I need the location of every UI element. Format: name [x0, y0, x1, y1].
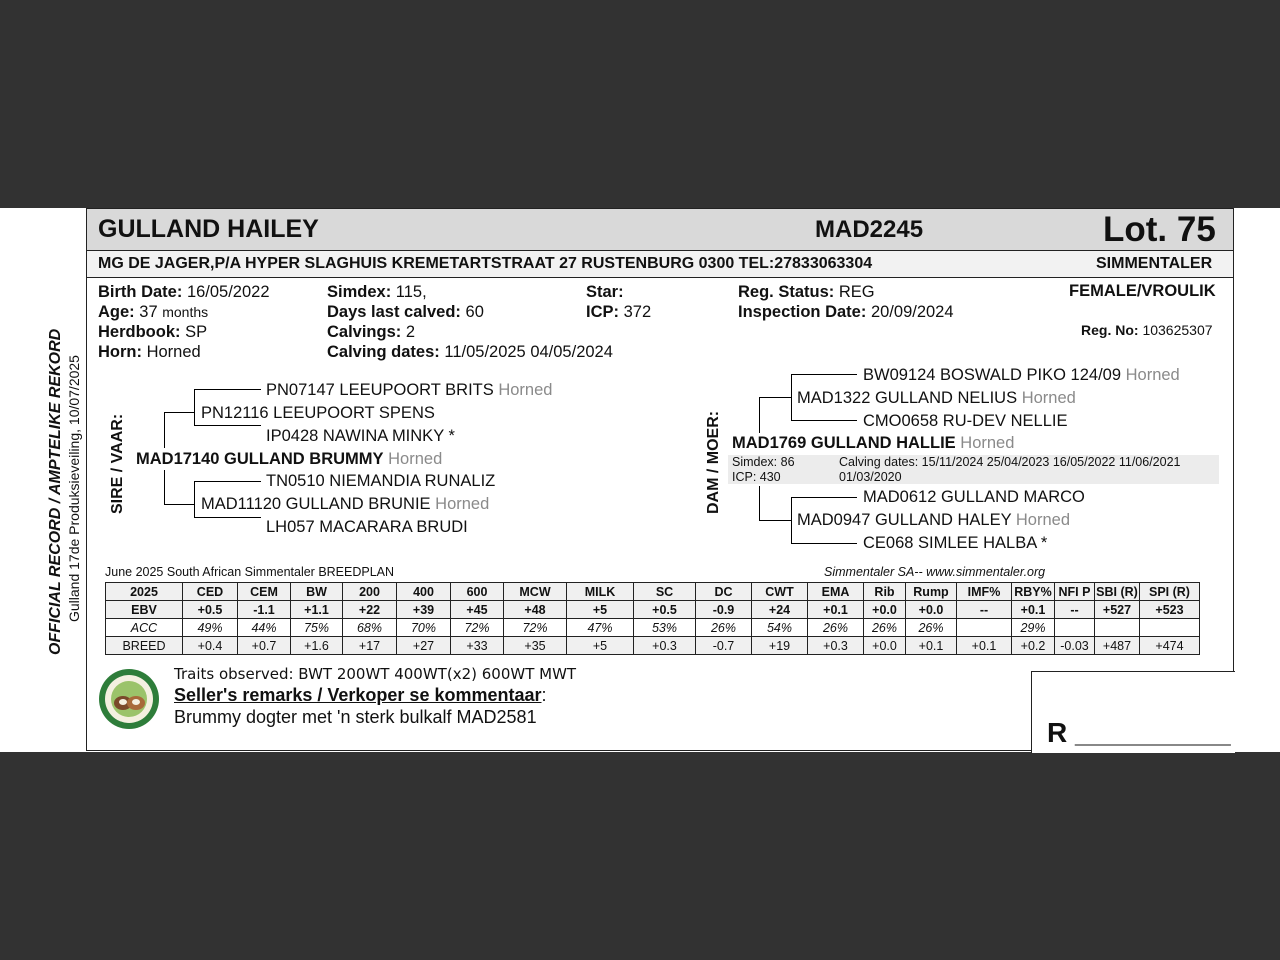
pedigree-line [759, 397, 792, 398]
table-cell: 53% [634, 619, 696, 637]
sire-dam-dam-entry: LH057 MACARARA BRUDI [266, 518, 468, 536]
dam-calving-dates-line1: Calving dates: 15/11/2024 25/04/2023 16/05/2022 11/06/2021 [839, 455, 1181, 469]
herdbook-value: SP [185, 323, 208, 341]
table-cell: RBY% [1012, 583, 1055, 601]
table-cell: Rib [864, 583, 906, 601]
calvings-label: Calvings: [327, 323, 402, 341]
age-value: 37 [139, 303, 158, 321]
table-cell: SPI (R) [1140, 583, 1200, 601]
owner-details: MG DE JAGER,P/A HYPER SLAGHUIS KREMETARTSTRAAT 27 RUSTENBURG 0300 TEL:27833063304 [98, 255, 873, 272]
table-cell: 68% [343, 619, 397, 637]
pedigree-line [759, 397, 760, 433]
pedigree-line [194, 481, 261, 482]
dam-sire-dam-entry: CMO0658 RU-DEV NELLIE [863, 412, 1068, 430]
table-cell: 49% [183, 619, 238, 637]
pedigree-line [164, 412, 165, 448]
table-cell: +0.0 [864, 601, 906, 619]
table-cell: 26% [696, 619, 752, 637]
table-cell: 600 [451, 583, 504, 601]
inspection-date-value: 20/09/2024 [870, 303, 954, 321]
days-last-calved-value: 60 [465, 303, 484, 321]
reg-no [1081, 322, 1213, 338]
age-unit: months [162, 304, 209, 320]
info-column-1 [98, 282, 270, 362]
table-cell: +22 [343, 601, 397, 619]
breedplan-table [105, 582, 1200, 655]
simmentaler-logo-icon [98, 668, 160, 730]
birth-date-value: 16/05/2022 [186, 283, 270, 301]
table-cell: +33 [451, 637, 504, 655]
table-cell: 54% [752, 619, 808, 637]
table-cell: IMF% [957, 583, 1012, 601]
table-cell: +24 [752, 601, 808, 619]
calving-dates-label: Calving dates: [327, 343, 440, 361]
dam-dam-horn: Horned [1015, 511, 1071, 529]
table-cell: -- [957, 601, 1012, 619]
animal-name: GULLAND HAILEY [98, 215, 319, 243]
remarks-text: Brummy dogter met 'n sterk bulkalf MAD2581 [174, 707, 537, 727]
table-cell: +0.7 [238, 637, 291, 655]
table-cell: +5 [567, 601, 634, 619]
pedigree-line [791, 497, 792, 543]
table-cell: 44% [238, 619, 291, 637]
table-cell: +27 [397, 637, 451, 655]
table-cell: +45 [451, 601, 504, 619]
table-cell: +0.0 [864, 637, 906, 655]
dam-sire-sire-name: BW09124 BOSWALD PIKO 124/09 [863, 366, 1122, 384]
pedigree-line [791, 497, 857, 498]
table-cell: Rump [906, 583, 957, 601]
table-cell: MILK [567, 583, 634, 601]
horn-label: Horn: [98, 343, 142, 361]
sire-dam-sire-entry: TN0510 NIEMANDIA RUNALIZ [266, 472, 496, 490]
table-cell: +0.1 [957, 637, 1012, 655]
dam-simdex: Simdex: 86 [732, 455, 795, 469]
sire-dam-parent-entry [201, 495, 489, 514]
table-cell: +523 [1140, 601, 1200, 619]
table-cell: BW [291, 583, 343, 601]
reg-no-value: 103625307 [1142, 322, 1213, 338]
pedigree-line [194, 481, 195, 517]
lot-number: Lot. 75 [1103, 210, 1216, 249]
sire-entry [136, 450, 442, 469]
breedplan-website: Simmentaler SA-- www.simmentaler.org [824, 565, 1046, 579]
pedigree-line [194, 517, 261, 518]
dam-calving-dates-line2: 01/03/2020 [839, 469, 902, 484]
dam-sire-sire-horn: Horned [1125, 366, 1180, 384]
sire-sire-horn: Horned [498, 381, 553, 399]
sire-sire-parent: PN12116 LEEUPOORT SPENS [201, 404, 435, 422]
dam-dam-entry [797, 511, 1070, 530]
table-cell: 47% [567, 619, 634, 637]
dam-dam-name: MAD0947 GULLAND HALEY [797, 511, 1012, 529]
table-cell: +0.1 [808, 601, 864, 619]
table-cell: +48 [504, 601, 567, 619]
table-row-ebv [106, 601, 1200, 619]
simdex-label: Simdex: [327, 283, 392, 301]
table-cell: ACC [106, 619, 183, 637]
breedplan-title: June 2025 South African Simmentaler BREEDPLAN [105, 565, 395, 579]
table-cell: +527 [1095, 601, 1140, 619]
table-cell: 26% [864, 619, 906, 637]
pedigree-line [759, 520, 792, 521]
table-cell: CEM [238, 583, 291, 601]
calvings-value: 2 [405, 323, 416, 341]
table-cell: -0.7 [696, 637, 752, 655]
table-cell: -0.9 [696, 601, 752, 619]
age-label: Age: [98, 303, 135, 321]
table-cell: DC [696, 583, 752, 601]
dam-section-label: DAM / MOER: [705, 410, 722, 514]
table-cell: 72% [504, 619, 567, 637]
dam-entry [732, 434, 1014, 453]
table-cell: 75% [291, 619, 343, 637]
pedigree-line [791, 420, 857, 421]
dam-dam-sire-entry: MAD0612 GULLAND MARCO [863, 488, 1085, 506]
table-cell: +0.1 [906, 637, 957, 655]
dam-horn: Horned [960, 434, 1015, 452]
sire-dam-parent-horn: Horned [435, 495, 490, 513]
dam-sire-sire-entry [863, 366, 1180, 385]
table-cell: +39 [397, 601, 451, 619]
table-cell: MCW [504, 583, 567, 601]
simdex-value: 115, [395, 283, 427, 301]
pedigree-line [194, 389, 195, 425]
birth-date-label: Birth Date: [98, 283, 183, 301]
herdbook-label: Herdbook: [98, 323, 181, 341]
remarks-heading [174, 685, 547, 706]
info-column-2 [327, 282, 613, 362]
table-cell: CED [183, 583, 238, 601]
table-cell: +1.1 [291, 601, 343, 619]
sire-sire-entry [266, 381, 552, 400]
table-cell: +5 [567, 637, 634, 655]
horn-value: Horned [146, 343, 201, 361]
table-cell: +0.0 [906, 601, 957, 619]
table-cell [1095, 619, 1140, 637]
breed-name: SIMMENTALER [1096, 255, 1213, 272]
sire-sire-name: PN07147 LEEUPOORT BRITS [266, 381, 494, 399]
table-cell: EBV [106, 601, 183, 619]
official-record-label: OFFICIAL RECORD / AMPTELIKE REKORD [47, 328, 64, 655]
sire-name: MAD17140 GULLAND BRUMMY [136, 450, 384, 468]
table-row-acc [106, 619, 1200, 637]
remarks-colon: : [541, 685, 547, 705]
dam-name: MAD1769 GULLAND HALLIE [732, 434, 956, 452]
pedigree-line [164, 504, 195, 505]
info-column-3 [586, 282, 651, 322]
table-cell: -0.03 [1055, 637, 1095, 655]
reg-no-label: Reg. No: [1081, 322, 1139, 338]
table-cell: NFI P [1055, 583, 1095, 601]
table-cell: SBI (R) [1096, 584, 1138, 599]
table-cell: -- [1055, 601, 1095, 619]
days-last-calved-label: Days last calved: [327, 303, 461, 321]
table-cell: +0.3 [808, 637, 864, 655]
traits-observed: Traits observed: BWT 200WT 400WT(x2) 600WT MWT [174, 665, 577, 683]
dam-sire-entry [797, 389, 1076, 408]
pedigree-line [194, 425, 261, 426]
dam-icp: ICP: 430 [732, 469, 781, 484]
table-cell [1055, 619, 1095, 637]
table-cell: 26% [808, 619, 864, 637]
table-cell: 29% [1012, 619, 1055, 637]
reg-status-value: REG [838, 283, 875, 301]
table-cell: -1.1 [238, 601, 291, 619]
table-cell [957, 619, 1012, 637]
animal-reg-id: MAD2245 [815, 216, 924, 243]
table-cell: +474 [1140, 637, 1200, 655]
table-cell: +0.1 [1012, 601, 1055, 619]
pedigree-line [194, 389, 261, 390]
sire-dam-entry: IP0428 NAWINA MINKY * [266, 427, 455, 445]
table-cell: +487 [1095, 637, 1140, 655]
table-cell: EMA [808, 583, 864, 601]
table-cell: 26% [906, 619, 957, 637]
table-cell: +0.5 [634, 601, 696, 619]
table-cell: +0.5 [183, 601, 238, 619]
dam-calving-dates [839, 455, 1181, 484]
icp-label: ICP: [586, 303, 619, 321]
dam-dam-dam-entry: CE068 SIMLEE HALBA * [863, 534, 1048, 552]
inspection-date-label: Inspection Date: [738, 303, 867, 321]
pedigree-line [759, 486, 760, 520]
sire-horn: Horned [388, 450, 443, 468]
table-cell: 70% [397, 619, 451, 637]
calving-dates-value: 11/05/2025 04/05/2024 [444, 343, 613, 361]
table-cell: +0.4 [183, 637, 238, 655]
reg-status-label: Reg. Status: [738, 283, 835, 301]
sale-name-label: Gulland 17de Produksieveiling, 10/07/2025 [66, 355, 82, 622]
star-label: Star: [586, 283, 624, 301]
dam-sire-name: MAD1322 GULLAND NELIUS [797, 389, 1018, 407]
sex-label: FEMALE/VROULIK [1069, 282, 1216, 300]
table-cell: 72% [451, 619, 504, 637]
pedigree-line [791, 543, 857, 544]
info-column-4 [738, 282, 954, 322]
table-header-row [106, 583, 1200, 601]
pedigree-line [164, 470, 165, 504]
sire-dam-parent-name: MAD11120 GULLAND BRUNIE [201, 495, 431, 513]
pedigree-line [164, 412, 195, 413]
icp-value: 372 [623, 303, 652, 321]
sire-section-label: SIRE / VAAR: [109, 413, 126, 514]
table-cell: CWT [752, 583, 808, 601]
table-cell: SC [634, 583, 696, 601]
table-cell: 400 [397, 583, 451, 601]
table-cell: +0.3 [634, 637, 696, 655]
table-cell: +35 [504, 637, 567, 655]
table-cell: BREED [106, 637, 183, 655]
dam-sire-horn: Horned [1021, 389, 1076, 407]
table-cell: +0.2 [1012, 637, 1055, 655]
table-cell: +17 [343, 637, 397, 655]
table-cell: +1.6 [291, 637, 343, 655]
table-row-breed [106, 637, 1200, 655]
pedigree-line [791, 374, 857, 375]
table-cell: +19 [752, 637, 808, 655]
price-field[interactable]: R __________ [1047, 717, 1231, 748]
remarks-title: Seller's remarks / Verkoper se kommentaar [174, 685, 542, 705]
dam-stats [732, 455, 795, 484]
table-cell: 200 [343, 583, 397, 601]
table-cell: 2025 [106, 583, 183, 601]
table-cell [1140, 619, 1200, 637]
